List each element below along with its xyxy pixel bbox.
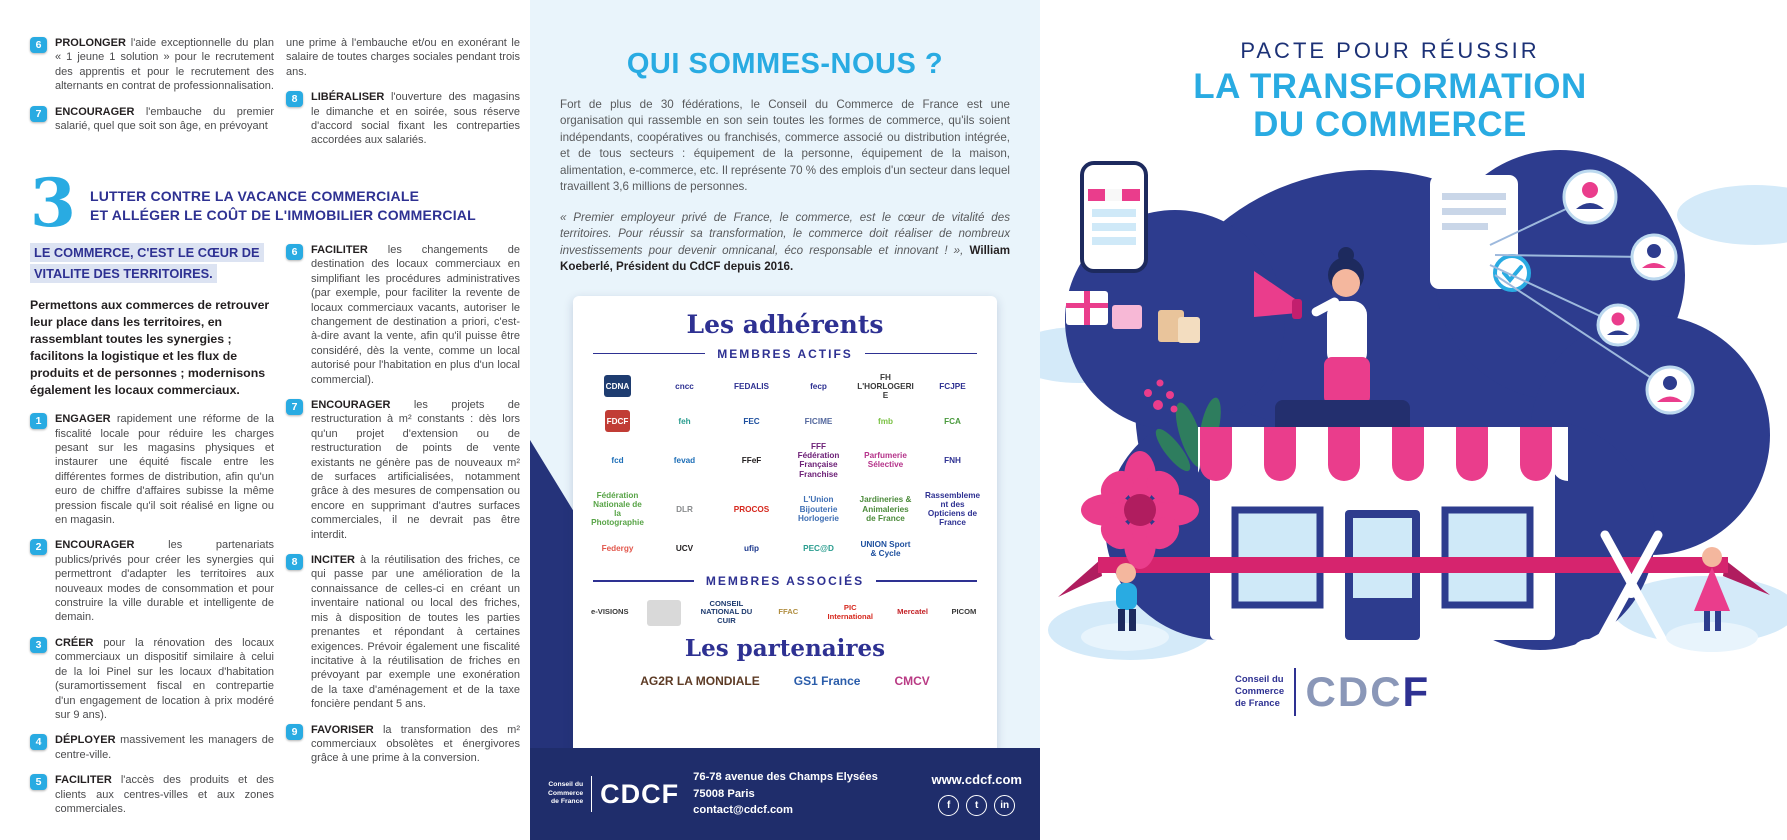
measure-number-badge: 9 — [286, 724, 303, 740]
member-logo: cncc — [675, 381, 694, 391]
partner-logo: GS1 France — [793, 674, 861, 689]
measure-number-badge: 7 — [30, 106, 47, 122]
measure-text: PROLONGER l'aide exceptionnelle du plan « 1 jeune 1 solution » pour le recrutement des apprentis et pour le recrutement des alternants en contrat de professionnalisation. — [55, 37, 275, 93]
member-logo: Parfumerie Sélective — [864, 451, 907, 470]
measure-item — [286, 723, 520, 766]
panel-left — [0, 0, 530, 840]
cdcf-footer-logo-org: Conseil du Commerce de France — [548, 781, 584, 806]
associate-members-logo-row — [589, 598, 981, 628]
member-logo: FEDALIS — [733, 381, 770, 391]
top-column-1 — [30, 36, 274, 159]
measure-item — [30, 773, 274, 816]
member-logo: FFAC — [778, 607, 799, 617]
measure-number-badge: 1 — [30, 413, 47, 429]
measure-item — [286, 398, 520, 542]
cover-title-line-2: DU COMMERCE — [1253, 104, 1527, 144]
website-link[interactable]: www.cdcf.com — [931, 772, 1022, 787]
member-logo: UCV — [675, 544, 694, 554]
member-logo: Federgy — [601, 544, 634, 554]
measure-text: DÉPLOYER massivement les managers de centre-ville. — [55, 734, 274, 761]
contact-email[interactable]: contact@cdcf.com — [693, 804, 793, 817]
member-logo: FFF Fédération Française Franchise — [797, 442, 840, 479]
awning — [1198, 427, 1568, 489]
member-logo: feh — [678, 416, 691, 426]
measure-text: une prime à l'embauche et/ou en exonérant le salaire de toutes charges sociales pendant trois ans. — [286, 37, 520, 78]
member-logo: FDCF — [605, 410, 631, 432]
member-logo: DLR — [676, 504, 693, 514]
measure-number-badge: 6 — [30, 37, 47, 53]
section-3-header — [30, 163, 520, 242]
member-logo: FCJPE — [939, 381, 966, 391]
members-card-title: Les adhérents — [686, 309, 884, 339]
measure-text: ENCOURAGER les partenariats publics/privés pour créer les synergies qui permettront d'adapter les territoires aux nouveaux modes de consommation et pour construire la ville durable et intelligente de demain. — [55, 539, 274, 624]
measure-text: ENCOURAGER l'embauche du premier salarié, quel que soit son âge, en prévoyant — [55, 105, 274, 133]
member-logo: e-VISIONS — [591, 607, 629, 617]
measure-number-badge: 4 — [30, 734, 47, 750]
cdcf-cover-logo — [1235, 668, 1430, 716]
member-logo: PROCOS — [733, 504, 770, 514]
transformation-illustration — [1040, 105, 1787, 670]
member-logo: PEC@D — [803, 544, 834, 554]
cover-title-line-1: LA TRANSFORMATION — [1193, 67, 1587, 106]
section-number: 3 — [30, 163, 76, 242]
measure-number-badge: 2 — [30, 539, 47, 555]
president-quote: « Premier employeur privé de France, le commerce, est le cœur de vitalité des territoires. Pour réussir sa transformation, le commerce doit réaliser de nombreux investissements pour devenir omnicanal, éco responsable et innovant ! », William Koeberlé, Président du CdCF depuis 2016. — [560, 210, 1010, 274]
section-3-left-column — [30, 243, 274, 827]
measure-text: ENCOURAGER les projets de restructuration à m² constants : dès lors qu'un projet d'extension ou de restructuration de points de vente existants ne génère pas de nouveaux m² de surfaces artificialisées, notamment grâce à des mesures de compensation ou encore en supprimant d'autres surfaces commerciales, il ne devrait pas être interdit. — [311, 399, 520, 541]
measure-item — [286, 553, 520, 711]
member-logo: FCA — [944, 416, 961, 426]
section-3-right-column — [286, 243, 520, 827]
measure-number-badge: 3 — [30, 637, 47, 653]
measure-number-badge: 7 — [286, 399, 303, 415]
cover-kicker: PACTE POUR RÉUSSIR — [1240, 38, 1540, 63]
member-logo: FH L'HORLOGERIE — [857, 372, 914, 400]
measure-text: FAVORISER la transformation des m² commerciaux obsolètes et énergivores grâce à une prime à la conversion. — [311, 723, 520, 765]
member-logo: fmb — [877, 416, 893, 426]
member-logo: CDNA — [604, 375, 632, 397]
cdcf-cover-logo-org: Conseil du Commerce de France — [1235, 674, 1285, 709]
member-logo: FICIME — [804, 416, 833, 426]
section-intro: Permettons aux commerces de retrouver leur place dans les territoires, en rassemblant toutes les synergies ; facilitons la logistique et les flux de produits et de personnes ; modernisons également les locaux commerciaux. — [30, 298, 270, 398]
who-are-we-paragraph: Fort de plus de 30 fédérations, le Conseil du Commerce de France est une organisation qui rassemble en son sein toutes les formes de commerce, qu'ils soient indépendants, coopératives ou franchisés, commerce associé ou distribution intégrée, et de tous secteurs : équipement de la personne, équipement de la maison, alimentation, e-commerce, etc. Il représente 70 % des emplois d'un secteur dans lequel travaillent 3,6 millions de personnes. — [560, 98, 1010, 194]
member-logo: fecp — [810, 381, 827, 391]
social-icons — [931, 795, 1022, 816]
measure-number-badge: 5 — [30, 774, 47, 790]
social-icon[interactable]: in — [994, 795, 1015, 816]
associate-members-divider: MEMBRES ASSOCIÉS — [593, 574, 977, 588]
measure-item — [286, 90, 520, 148]
measure-text: FACILITER l'accès des produits et des clients aux centres-villes et aux zones commerciales. — [55, 774, 274, 815]
panel-right — [1040, 0, 1787, 840]
contact-footer — [530, 748, 1040, 840]
member-logo: Mercatel — [897, 607, 928, 617]
panel-middle — [530, 0, 1040, 840]
shop-facade — [1198, 427, 1568, 640]
footer-right — [931, 772, 1022, 816]
measure-text: LIBÉRALISER l'ouverture des magasins le dimanche et en soirée, sous réserve d'accord social fixant les contreparties accordées aux salariés. — [311, 91, 520, 147]
member-logo: Fédération Nationale de la Photographie — [591, 490, 644, 528]
measure-item — [286, 243, 520, 387]
measure-item — [286, 36, 520, 79]
logo-divider — [1294, 668, 1295, 716]
partner-logo: AG2R LA MONDIALE — [640, 674, 760, 689]
measure-item — [30, 36, 274, 94]
top-column-2 — [286, 36, 520, 159]
cdcf-footer-logo — [548, 776, 679, 812]
logo-divider — [591, 776, 592, 812]
cdcf-footer-logo-acronym: CDCF — [600, 778, 680, 809]
postal-address: 76-78 avenue des Champs Elysées 75008 Paris contact@cdcf.com — [693, 769, 878, 819]
active-members-divider: MEMBRES ACTIFS — [593, 347, 977, 361]
section-title: LUTTER CONTRE LA VACANCE COMMERCIALE ET ALLÉGER LE COÛT DE L'IMMOBILIER COMMERCIAL — [89, 187, 476, 224]
measure-item — [30, 105, 274, 134]
member-logo: ufip — [743, 544, 759, 554]
member-logo: L'Union Bijouterie Horlogerie — [798, 495, 839, 523]
top-measures-columns — [30, 36, 520, 159]
highlight-statement: LE COMMERCE, C'EST LE CŒUR DE VITALITE DES TERRITOIRES. — [30, 243, 274, 284]
member-logo: Rassemblement des Opticiens de France — [924, 490, 981, 528]
measure-number-badge: 6 — [286, 244, 303, 260]
measure-number-badge: 8 — [286, 554, 303, 570]
who-are-we-title: QUI SOMMES-NOUS ? — [626, 48, 944, 80]
member-logo: FNH — [944, 455, 961, 465]
member-logo — [647, 600, 681, 626]
member-logo: PIC International — [827, 603, 874, 621]
member-logo: fcd — [611, 455, 624, 465]
members-card — [573, 296, 997, 796]
measure-text: FACILITER les changements de destination des locaux commerciaux en simplifiant les procédures administratives (par exemple, pour faciliter la revente de locaux commerciaux vacants, autoriser le changement de destination a priori, c'est-à-dire avant la vente, afin qu'il puisse être considéré, dès la vente, comme un local autorisé pour l'habitation en plus d'un local commercial). — [311, 243, 520, 386]
member-logo: UNION Sport & Cycle — [860, 539, 911, 558]
quote-author: William Koeberlé, Président du CdCF depuis 2016. — [560, 243, 1010, 274]
social-icon[interactable]: f — [938, 795, 959, 816]
member-logo: PICOM — [951, 607, 977, 617]
measure-number-badge: 8 — [286, 91, 303, 107]
measure-list-left — [30, 412, 274, 816]
measure-text: CRÉER pour la rénovation des locaux commerciaux un dispositif similaire à celui de la loi Pinel sur les locaux d'habitation (suramortissement fiscal en contrepartie d'un engagement de location à prix modéré sur 9 ans). — [55, 636, 274, 721]
measure-item — [30, 733, 274, 762]
member-logo: CONSEIL NATIONAL DU CUIR — [700, 598, 753, 625]
measure-text: ENGAGER rapidement une réforme de la fiscalité locale pour réduire les charges pesant sur les magasins physiques et instaurer une équité fiscale entre les différentes formes de distribution, afin qu'un euro de chiffre d'affaires subisse la même pression fiscale qu'il soit réalisé en ligne ou en magasin. — [55, 413, 274, 527]
partners-logo-row — [587, 674, 983, 688]
partner-logo: CMCV — [894, 674, 930, 689]
member-logo: fevad — [673, 455, 696, 465]
measure-text: INCITER à la réutilisation des friches, ce qui passe par une amélioration de la connaissance de celles-ci en créant un inventaire national ou local des friches, mis à disposition de toutes les parties prenantes et répondant à certaines exigences. Prévoir également une fiscalité incitative à la réutilisation de friches en prévoyant par exemple une exonération de la taxe d'aménagement et de la taxe foncière pendant 5 ans. — [311, 554, 520, 711]
section-3-columns — [30, 243, 520, 827]
social-icon[interactable]: t — [966, 795, 987, 816]
active-members-logo-grid — [587, 371, 983, 560]
member-logo: FFeF — [741, 455, 762, 465]
member-logo: FEC — [743, 416, 760, 426]
measure-item — [30, 412, 274, 527]
storefront-phone-icon — [1082, 163, 1146, 271]
cdcf-cover-logo-acronym: CDCF — [1305, 668, 1431, 715]
measure-item — [30, 636, 274, 722]
partners-title: Les partenaires — [684, 635, 886, 663]
member-logo: Jardineries & Animaleries de France — [859, 495, 912, 523]
measure-item — [30, 538, 274, 624]
